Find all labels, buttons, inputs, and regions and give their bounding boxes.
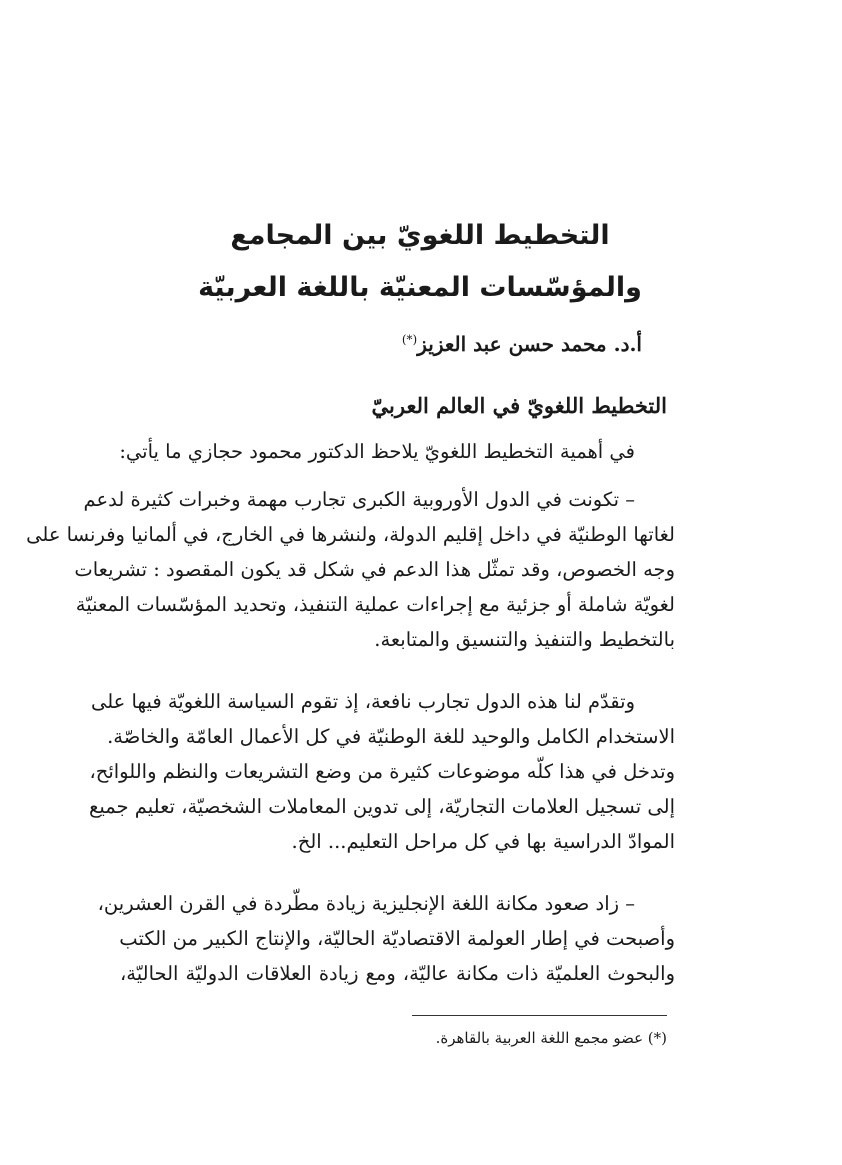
paragraph-1-line-2: لغاتها الوطنيّة في داخل إقليم الدولة، ولنشرها في الخارج، في ألمانيا وفرنسا على bbox=[26, 523, 675, 546]
intro-line: في أهمية التخطيط اللغويّ يلاحظ الدكتور محمود حجازي ما يأتي: bbox=[119, 440, 635, 463]
paragraph-2-line-3: وتدخل في هذا كلّه موضوعات كثيرة من وضع التشريعات والنظم واللوائح، bbox=[89, 760, 675, 783]
section-heading: التخطيط اللغويّ في العالم العربيّ bbox=[371, 393, 667, 418]
paragraph-3-line-1: – زاد صعود مكانة اللغة الإنجليزية زيادة مطّردة في القرن العشرين، bbox=[97, 892, 635, 915]
intro-paragraph bbox=[120, 434, 675, 469]
article-title-line-2: والمؤسّسات المعنيّة باللغة العربيّة bbox=[198, 272, 642, 303]
footnote-divider bbox=[412, 1015, 667, 1016]
paragraph-1-line-3: وجه الخصوص، وقد تمثّل هذا الدعم في شكل قد يكون المقصود : تشريعات bbox=[74, 558, 675, 581]
paragraph-2-line-5: الموادّ الدراسية بها في كل مراحل التعليم... الخ. bbox=[291, 830, 675, 853]
paragraph-2 bbox=[89, 684, 675, 859]
paragraph-3 bbox=[97, 886, 675, 991]
footnote: (*) عضو مجمع اللغة العربية بالقاهرة. bbox=[435, 1029, 667, 1047]
paragraph-3-line-3: والبحوث العلميّة ذات مكانة عاليّة، ومع زيادة العلاقات الدوليّة الحاليّة، bbox=[120, 962, 675, 985]
author-name-text: أ.د. محمد حسن عبد العزيز bbox=[417, 332, 642, 356]
paragraph-1 bbox=[26, 482, 675, 657]
author-footnote-marker: (*) bbox=[401, 332, 418, 347]
paragraph-1-line-1: – تكونت في الدول الأوروبية الكبرى تجارب مهمة وخبرات كثيرة لدعم bbox=[83, 488, 635, 511]
article-title-line-1: التخطيط اللغويّ بين المجامع bbox=[230, 220, 610, 251]
author-name bbox=[402, 332, 642, 356]
paragraph-2-line-2: الاستخدام الكامل والوحيد للغة الوطنيّة في كل الأعمال العامّة والخاصّة. bbox=[107, 725, 675, 748]
paragraph-3-line-2: وأصبحت في إطار العولمة الاقتصاديّة الحاليّة، والإنتاج الكبير من الكتب bbox=[119, 927, 675, 950]
paragraph-1-line-4: لغويّة شاملة أو جزئية مع إجراءات عملية التنفيذ، وتحديد المؤسّسات المعنيّة bbox=[75, 593, 675, 616]
paragraph-1-line-5: بالتخطيط والتنفيذ والتنسيق والمتابعة. bbox=[374, 628, 675, 651]
paragraph-2-line-4: إلى تسجيل العلامات التجاريّة، إلى تدوين المعاملات الشخصيّة، تعليم جميع bbox=[89, 795, 675, 818]
paragraph-2-line-1: وتقدّم لنا هذه الدول تجارب نافعة، إذ تقوم السياسة اللغويّة فيها على bbox=[90, 690, 635, 713]
